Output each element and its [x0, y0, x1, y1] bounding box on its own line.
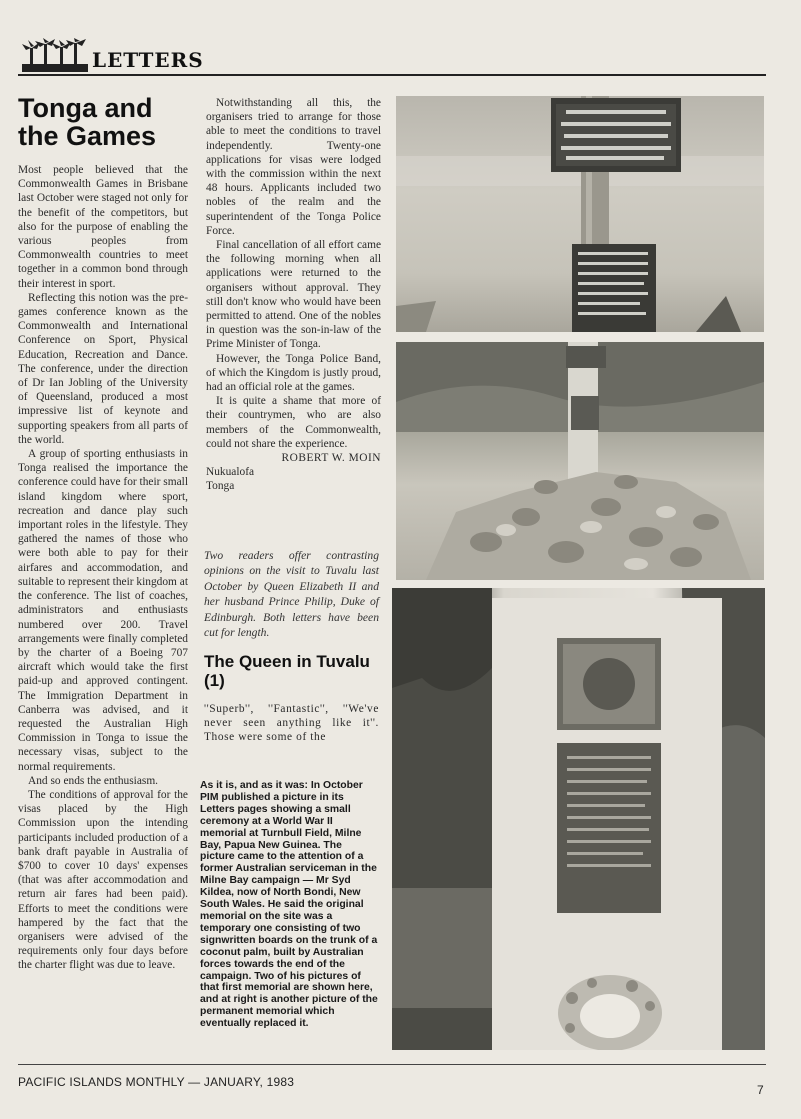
paragraph: It is quite a shame that more of their countrymen, who are also members of the Commonwealth, could not share the experience. [206, 395, 381, 450]
header-rule [18, 74, 766, 76]
letter-signature: ROBERT W. MOIN [281, 452, 381, 465]
section-title: LETTERS [92, 48, 204, 72]
editor-note: Two readers offer contrasting opinions on the visit to Tuvalu last October by Queen Elizabeth II and her husband Prince Philip, Duke of Edinburgh. Both letters have been cut for length. [204, 549, 379, 640]
article-2-text [204, 702, 379, 745]
paragraph: Final cancellation of all effort came the following morning when all applications were returned to the organisers without approval. They still don't know who would have been permitted to attend. One of the nobles in question was the son-in-law of the Prime Minister of Tonga. [206, 239, 381, 351]
permanent-memorial-image [392, 588, 765, 1050]
memorial-cairn-image [396, 342, 764, 580]
paragraph: Reflecting this notion was the pre-games conference known as the Commonwealth and International Conference on Sport, Physical Education, Recreation and Dance. The conference, under the direction of Dr Ian Jobling of the University of Queensland, produced a most impressive list of keynote and supporting speakers from all parts of the world. [18, 291, 188, 446]
paragraph: Most people believed that the Commonwealth Games in Brisbane last October were staged not only for the benefit of the competitors, but also for the purpose of enabling the various peoples from Commonwealth countries to meet together in a common bond through their interest in sport. [18, 164, 188, 290]
paragraph: And so ends the enthusiasm. [28, 774, 159, 787]
photo-caption: As it is, and as it was: In October PIM published a picture in its Letters pages showing a small ceremony at a World War II memorial at Turnbull Field, Milne Bay, Papua New Guinea. The picture came to the attention of a former Australian serviceman in the Milne Bay campaign — Mr Syd Kildea, now of North Bondi, New South Wales. He said the original memorial on the site was a temporary one consisting of two signwritten boards on the trunk of a coconut palm, built by Australian forces towards the end of the campaign. Two of his pictures of that first memorial are shown here, and at right is another picture of the permanent memorial which eventually replaced it. [200, 780, 378, 1030]
paragraph: However, the Tonga Police Band, of which the Kingdom is justly proud, had an official role at the games. [206, 352, 381, 394]
letter-location-city: Nukualofa [206, 466, 255, 479]
page-number: 7 [757, 1083, 764, 1097]
paragraph: Notwithstanding all this, the organisers tried to arrange for those able to meet the conditions to travel independently. Twenty-one applications for visas were lodged with the commission within the next 48 hours. Applicants included two nobles of the realm and the superintendent of the Tonga Police Force. [206, 97, 381, 237]
paragraph: The conditions of approval for the visas placed by the High Commission upon the intending participants included production of a bank draft payable in Australia of $700 to cover 10 days' expenses (that was after accommodation and return air fares had been paid). Efforts to meet the conditions were hampered by the fact that the organisers were advised of the requirements only four days before the charter flight was due to leave. [18, 788, 188, 972]
publication-footer: PACIFIC ISLANDS MONTHLY — JANUARY, 1983 [18, 1075, 295, 1089]
article-column-1 [18, 163, 188, 973]
article-column-2 [206, 96, 381, 494]
memorial-photo-1 [396, 96, 764, 332]
article-2-headline: The Queen in Tuvalu (1) [204, 652, 370, 690]
letter-location-country: Tonga [206, 480, 235, 493]
article-headline: Tonga and the Games [18, 93, 157, 151]
paragraph: A group of sporting enthusiasts in Tonga realised the importance the conference could have for their small island kingdom where sport, recreation and dance play such important roles in the lifestyle. They gathered the names of those who were both able to pay for their airfares and accommodation, and suitable to represent their kingdom at the conference. The list of coaches, administrators and enthusiasts numbered over 200. Travel arrangements were finally completed by the charter of a Boeing 707 aircraft which would take the first paid-up and approved contingent. The Immigration Department in Canberra was advised, and it requested the Australian High Commission in Tonga to issue the necessary visas, subject to the normal requirements. [18, 448, 188, 773]
memorial-boards-image [396, 96, 764, 332]
memorial-photo-3 [392, 588, 765, 1050]
paragraph: ''Superb'', ''Fantastic'', ''We've never seen anything like it''. Those were some of the [204, 703, 379, 744]
footer-rule [18, 1064, 766, 1065]
memorial-photo-2 [396, 342, 764, 580]
palm-trees-logo-icon [22, 38, 88, 72]
